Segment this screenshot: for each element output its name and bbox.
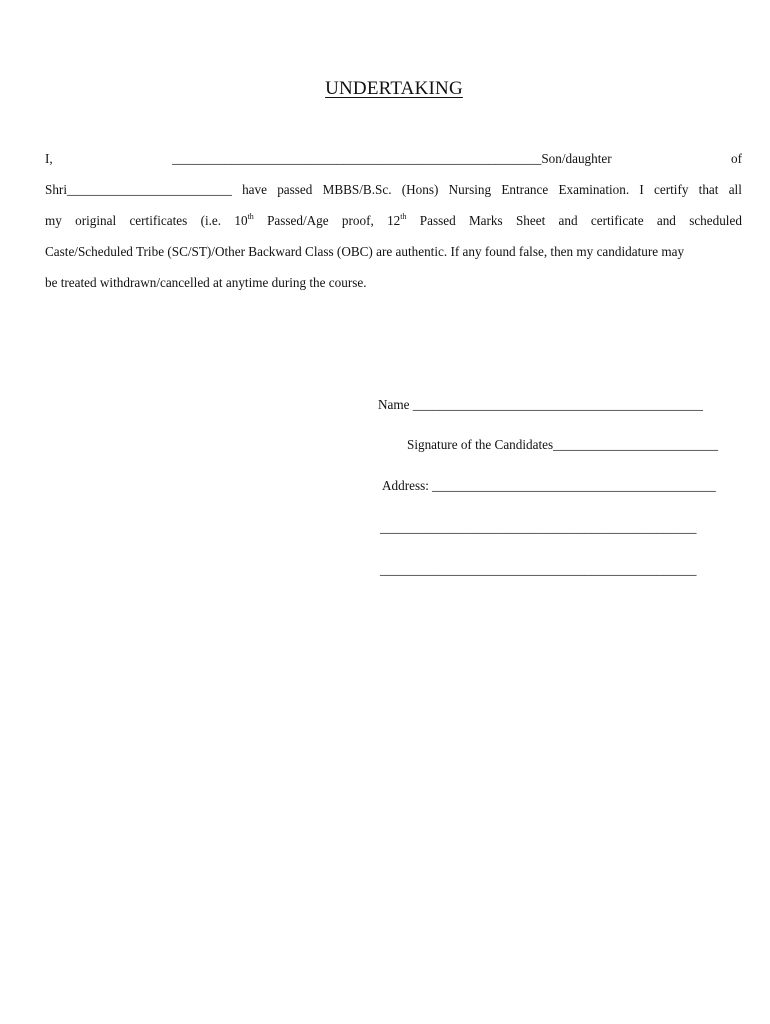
ordinal-suffix: th <box>400 211 407 221</box>
paragraph-line-5: be treated withdrawn/cancelled at anytime during the course. <box>45 275 367 290</box>
text-word: and <box>558 213 578 228</box>
candidate-name-blank: ________________________________________________________Son/daughter <box>172 151 612 166</box>
text-word: Sheet <box>515 213 546 228</box>
text-word: all <box>728 182 742 197</box>
paragraph-line-3 <box>45 213 742 229</box>
text-word <box>387 213 406 229</box>
text-word: my <box>45 213 62 228</box>
text-word: certificate <box>590 213 644 228</box>
address-field-line: Address: ___________________________________________ <box>382 478 716 493</box>
text-word: certify <box>654 182 689 197</box>
text-word: original <box>75 213 117 228</box>
ordinal-suffix: th <box>247 211 254 221</box>
text-word: (Hons) <box>401 182 439 197</box>
ordinal-number: 10 <box>234 213 248 228</box>
signature-field-line: Signature of the Candidates_________________________ <box>407 437 718 452</box>
text-word: scheduled <box>689 213 742 228</box>
text-word: Passed <box>419 213 456 228</box>
text-word: of <box>731 151 742 166</box>
text-word: Examination. <box>558 182 630 197</box>
text-word: I, <box>45 151 53 166</box>
text-word: passed <box>277 182 313 197</box>
text-word: (i.e. <box>200 213 222 228</box>
page-title: UNDERTAKING <box>325 78 463 99</box>
father-name-blank: Shri_________________________ <box>45 182 232 197</box>
text-word: I <box>639 182 644 197</box>
ordinal-number: 12 <box>387 213 401 228</box>
text-word: Entrance <box>501 182 549 197</box>
text-word: Passed/Age <box>267 213 329 228</box>
name-field-line: Name ____________________________________________ <box>378 397 703 412</box>
address-blank-line: ________________________________________________ <box>380 520 697 535</box>
text-word: proof, <box>341 213 374 228</box>
paragraph-line-1 <box>45 151 742 167</box>
paragraph-line-4: Caste/Scheduled Tribe (SC/ST)/Other Backward Class (OBC) are authentic. If any found false, then my candidature may <box>45 244 685 259</box>
text-word: that <box>698 182 719 197</box>
address-blank-line: ________________________________________________ <box>380 562 697 577</box>
text-word: have <box>242 182 267 197</box>
text-word: Nursing <box>448 182 492 197</box>
text-word: certificates <box>129 213 188 228</box>
text-word <box>234 213 253 229</box>
text-word: Marks <box>468 213 503 228</box>
text-word: MBBS/B.Sc. <box>322 182 392 197</box>
text-word: and <box>656 213 676 228</box>
paragraph-line-2 <box>45 182 742 198</box>
